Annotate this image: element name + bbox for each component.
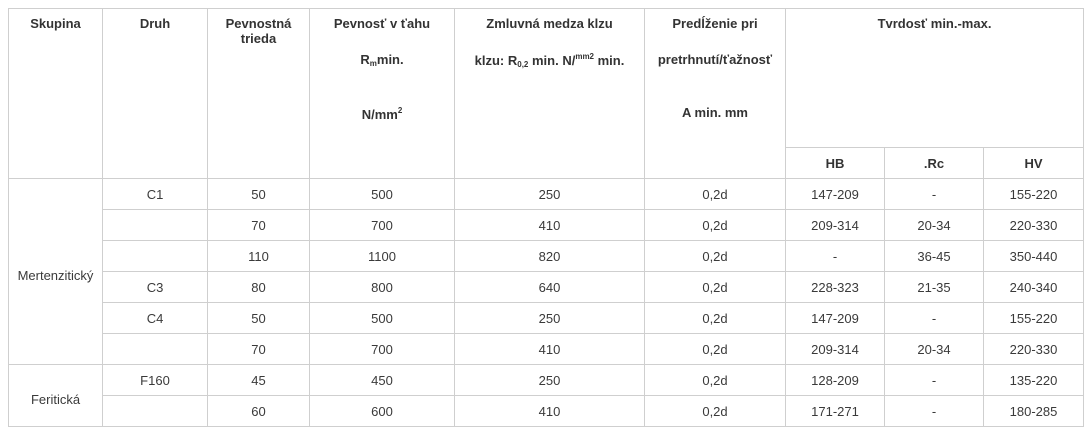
cell-druh: C3 (103, 272, 208, 303)
cell-hv: 350-440 (984, 241, 1084, 272)
cell-rc: 21-35 (885, 272, 984, 303)
cell-trieda: 45 (208, 365, 310, 396)
properties-table (8, 8, 1084, 427)
cell-a: 0,2d (645, 179, 786, 210)
cell-rp: 640 (455, 272, 645, 303)
table-row (9, 179, 1084, 210)
cell-hb: 147-209 (786, 303, 885, 334)
table-row (9, 272, 1084, 303)
col-header-tvrdost: Tvrdosť min.-max. (786, 9, 1084, 148)
cell-hb: 209-314 (786, 334, 885, 365)
col-header-pevnost-v-tahu: Pevnosť v ťahu $R_m\min$. $N/mm^2$ (310, 9, 455, 179)
cell-rp: 410 (455, 396, 645, 427)
cell-trieda: 110 (208, 241, 310, 272)
col-header-medza-klzu: Zmluvná medza klzu klzu: $R_{0,2}$ min. N/$^{mm2}$ min. (455, 9, 645, 179)
table-row (9, 241, 1084, 272)
cell-trieda: 80 (208, 272, 310, 303)
cell-rc: - (885, 396, 984, 427)
cell-hv: 220-330 (984, 210, 1084, 241)
cell-a: 0,2d (645, 303, 786, 334)
cell-trieda: 70 (208, 210, 310, 241)
cell-trieda: 50 (208, 303, 310, 334)
table-row (9, 365, 1084, 396)
col-header-druh: Druh (103, 9, 208, 179)
cell-a: 0,2d (645, 365, 786, 396)
cell-rp: 410 (455, 210, 645, 241)
cell-trieda: 70 (208, 334, 310, 365)
cell-druh (103, 210, 208, 241)
cell-druh (103, 241, 208, 272)
cell-trieda: 60 (208, 396, 310, 427)
cell-rm: 600 (310, 396, 455, 427)
cell-druh: C1 (103, 179, 208, 210)
cell-rm: 450 (310, 365, 455, 396)
cell-a: 0,2d (645, 241, 786, 272)
cell-rc: 36-45 (885, 241, 984, 272)
cell-hv: 180-285 (984, 396, 1084, 427)
cell-druh (103, 334, 208, 365)
col-header-rc: .Rc (885, 148, 984, 179)
col-header-skupina: Skupina (9, 9, 103, 179)
cell-hv: 220-330 (984, 334, 1084, 365)
col-header-hb: HB (786, 148, 885, 179)
table-row (9, 303, 1084, 334)
header-row (9, 9, 1084, 148)
cell-druh (103, 396, 208, 427)
col-header-hv: HV (984, 148, 1084, 179)
cell-rc: - (885, 179, 984, 210)
cell-rm: 1100 (310, 241, 455, 272)
cell-trieda: 50 (208, 179, 310, 210)
cell-hv: 155-220 (984, 179, 1084, 210)
cell-rc: 20-34 (885, 334, 984, 365)
table-row (9, 210, 1084, 241)
cell-hb: 209-314 (786, 210, 885, 241)
cell-hb: 171-271 (786, 396, 885, 427)
col-header-pevnostna-trieda: Pevnostná trieda (208, 9, 310, 179)
cell-a: 0,2d (645, 210, 786, 241)
cell-hv: 240-340 (984, 272, 1084, 303)
cell-rm: 700 (310, 210, 455, 241)
cell-rm: 700 (310, 334, 455, 365)
cell-rc: - (885, 365, 984, 396)
group-cell: Mertenzitický (9, 179, 103, 365)
cell-druh: C4 (103, 303, 208, 334)
cell-rm: 500 (310, 179, 455, 210)
col-header-predlzenie: Predĺženie pri pretrhnutí/ťažnosť A min. mm (645, 9, 786, 179)
cell-rc: - (885, 303, 984, 334)
table-row (9, 396, 1084, 427)
cell-rp: 250 (455, 179, 645, 210)
cell-a: 0,2d (645, 334, 786, 365)
cell-rm: 800 (310, 272, 455, 303)
cell-hb: 228-323 (786, 272, 885, 303)
table-row (9, 334, 1084, 365)
cell-rp: 250 (455, 303, 645, 334)
cell-a: 0,2d (645, 396, 786, 427)
cell-hv: 135-220 (984, 365, 1084, 396)
group-cell: Feritická (9, 365, 103, 427)
cell-rp: 250 (455, 365, 645, 396)
cell-hb: 147-209 (786, 179, 885, 210)
cell-druh: F160 (103, 365, 208, 396)
cell-rc: 20-34 (885, 210, 984, 241)
cell-rp: 410 (455, 334, 645, 365)
cell-hb: - (786, 241, 885, 272)
cell-rm: 500 (310, 303, 455, 334)
cell-hv: 155-220 (984, 303, 1084, 334)
cell-rp: 820 (455, 241, 645, 272)
cell-hb: 128-209 (786, 365, 885, 396)
cell-a: 0,2d (645, 272, 786, 303)
